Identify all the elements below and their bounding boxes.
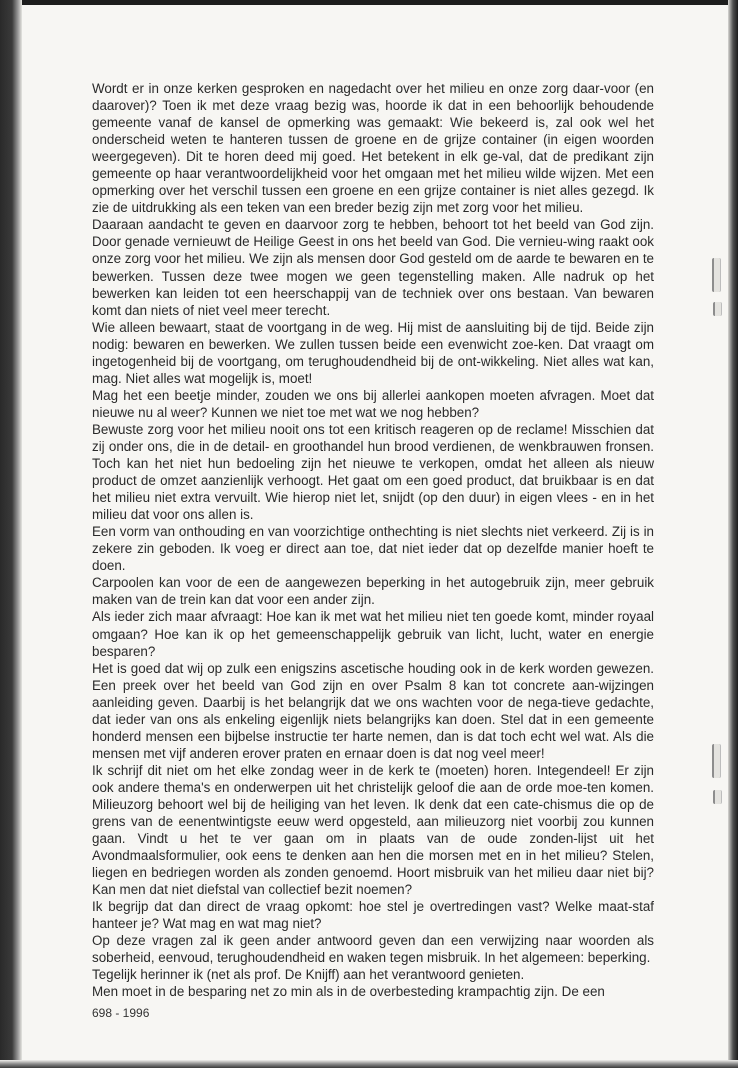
paragraph: Ik schrijf dit niet om het elke zondag weer in de kerk te (moeten) horen. Integendeel! Er zijn ook andere thema's en onderwerpen uit het christelijk geloof die aan de orde moe-ten komen. Milieuzorg behoort wel bij de heiliging van het leven. Ik denk dat een cate-chismus die op de grens van de eenentwintigste eeuw werd opgesteld, aan milieuzorg niet voorbij zou kunnen gaan. Vindt u het te ver gaan om in plaats van de oude zonden-lijst uit het Avondmaalsformulier, ook eens te denken aan hen die morsen met en in het milieu? Stelen, liegen en bedriegen worden als zonden genoemd. Hoort misbruik van het milieu daar niet bij? Kan men dat niet diefstal van collectief bezit noemen? — [92, 762, 654, 898]
paragraph: Bewuste zorg voor het milieu nooit ons tot een kritisch reageren op de reclame! Misschien dat zij onder ons, die in de detail- en groothandel hun brood verdienen, de wenkbrauwen fronsen. Toch kan het niet hun bedoeling zijn het nieuwe te verkopen, omdat het alleen als nieuw product de omzet aanzienlijk verhoogt. Het gaat om een goed product, dat bruikbaar is en dat het milieu niet extra vervuilt. Wie hierop niet let, snijdt (op den duur) in eigen vlees - en in het milieu dat voor ons allen is. — [92, 421, 654, 523]
paragraph: Ik begrijp dat dan direct de vraag opkomt: hoe stel je overtredingen vast? Welke maat-staf hanteer je? Wat mag en wat mag niet? — [92, 899, 654, 932]
scan-right-edge — [728, 0, 738, 1068]
paragraph: Een vorm van onthouding en van voorzichtige onthechting is niet slechts niet verkeerd. Zij is in zekere zin geboden. Ik voeg er direct aan toe, dat niet ieder dat op dezelfde manier hoeft te doen. — [92, 524, 654, 574]
scan-top-edge — [0, 0, 738, 5]
paragraph: Op deze vragen zal ik geen ander antwoord geven dan een verwijzing naar woorden als soberheid, eenvoud, terughoudendheid en waken tegen misbruik. In het algemeen: beperking. — [92, 933, 654, 966]
binding-clip-mark — [712, 744, 721, 778]
paragraph: Het is goed dat wij op zulk een enigszins ascetische houding ook in de kerk worden gewezen. Een preek over het beeld van God zijn en over Psalm 8 kan tot concrete aan-wijzingen aanleiding geven. Daarbij is het belangrijk dat we ons wachten voor de nega-tieve gedachte, dat ieder van ons als enkeling eigenlijk niets belangrijks kan doen. Stel dat in een gemeente honderd mensen een bijbelse instructie ter harte nemen, dan is dat toch echt wel wat. Als die mensen met vijf anderen erover praten en ernaar doen is dat nog veel meer! — [92, 660, 654, 761]
binding-clip-mark — [713, 790, 722, 804]
paragraph: Men moet in de besparing net zo min als in de overbesteding krampachtig zijn. De een — [92, 984, 605, 1000]
paragraph: Tegelijk herinner ik (net als prof. De Knijff) aan het verantwoord genieten. — [92, 967, 525, 983]
paragraph: Als ieder zich maar afvraagt: Hoe kan ik met wat het milieu niet ten goede komt, minder royaal omgaan? Hoe kan ik op het gemeenschappelijk gebruik van licht, lucht, water en energie besparen? — [92, 609, 654, 659]
paragraph: Mag het een beetje minder, zouden we ons bij allerlei aankopen moeten afvragen. Moet dat nieuwe nu al weer? Kunnen we niet toe met wat we nog hebben? — [92, 387, 654, 420]
paragraph: Wordt er in onze kerken gesproken en nagedacht over het milieu en onze zorg daar-voor (en daarover)? Toen ik met deze vraag bezig was, hoorde ik dat in een behoorlijk behoudende gemeente vanaf de kansel de opmerking was gemaakt: Wie bekeerd is, zal ook wel het onderscheid weten te hanteren tussen de groene en de grijze container (in eigen woorden weergegeven). Dit te horen deed mij goed. Het betekent in elk ge-val, dat de predikant zijn gemeente op haar verantwoordelijkheid voor het omgaan met het milieu wilde wijzen. Met een opmerking over het verschil tussen een groene en een grijze container is niet alles gezegd. Ik zie de uitdrukking als een teken van een breder bezig zijn met zorg voor het milieu. — [92, 81, 654, 216]
paragraph: Wie alleen bewaart, staat de voortgang in de weg. Hij mist de aansluiting bij de tijd. Beide zijn nodig: bewaren en bewerken. We zullen tussen beide een evenwicht zoe-ken. Dat vraagt om ingetogenheid bij de voortgang, om terughoudendheid bij de ont-wikkeling. Niet alles wat kan, mag. Niet alles wat mogelijk is, moet! — [92, 319, 654, 386]
paragraph: Carpoolen kan voor de een de aangewezen beperking in het autogebruik zijn, meer gebruik maken van de trein kan dat voor een ander zijn. — [92, 575, 654, 608]
article-body — [92, 80, 654, 1001]
binding-clip-mark — [712, 258, 721, 292]
page-number: 698 - 1996 — [92, 1006, 150, 1020]
paragraph: Daaraan aandacht te geven en daarvoor zorg te hebben, behoort tot het beeld van God zijn. Door genade vernieuwt de Heilige Geest in ons het beeld van God. Die vernieu-wing raakt ook onze zorg voor het milieu. We zijn als mensen door God gesteld om de aarde te bewaren en te bewerken. Tussen deze twee mogen we geen tegenstelling maken. Alle nadruk op het bewerken kan leiden tot een heerschappij van de techniek over ons bestaan. Van bewaren komt dan niets of niet veel meer terecht. — [92, 217, 654, 318]
scan-left-edge — [0, 0, 22, 1068]
scan-bottom-edge — [0, 1060, 738, 1068]
binding-clip-mark — [713, 302, 722, 316]
